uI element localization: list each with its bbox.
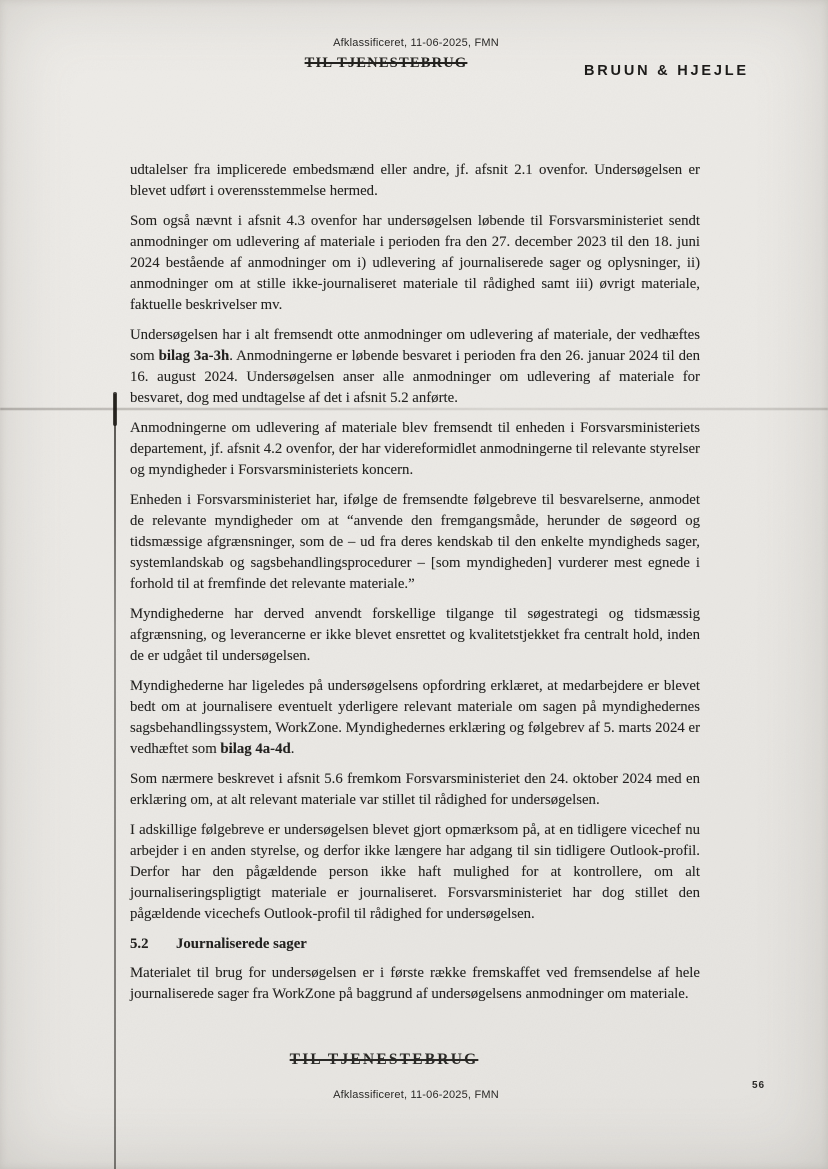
paragraph: Som nærmere beskrevet i afsnit 5.6 fremkom Forsvarsministeriet den 24. oktober 2024 med en erklæring om, at alt relevant materiale var stillet til rådighed for undersøgelsen. xyxy=(130,771,700,808)
section-number: 5.2 xyxy=(130,936,149,952)
section-title: Journaliserede sager xyxy=(176,936,307,952)
paragraph: Undersøgelsen har i alt fremsendt otte anmodninger om udlevering af materiale, der vedhæftes som bilag 3a-3h. Anmodningerne er løbende besvaret i perioden fra den 26. januar 2024 til den 16. august 2024. Undersøgelsen anser alle anmodninger om udlevering af materiale for besvaret, dog med undtagelse af det i afsnit 5.2 anførte. xyxy=(130,327,700,406)
paragraph: Myndighederne har derved anvendt forskellige tilgange til søgestrategi og tidsmæssig afgrænsning, og leverancerne er ikke blevet ensrettet og kvalitetstjekket fra centralt hold, inden de er udgået til undersøgelsen. xyxy=(130,606,700,664)
paragraph: Enheden i Forsvarsministeriet har, ifølge de fremsendte følgebreve til besvarelserne, anmodet de relevante myndigheder om at “anvende den fremgangsmåde, herunder de søgeord og tidsmæssige afgrænsninger, som de – ud fra deres kendskab til den enkelte myndigheds sager, systemlandskab og sagsbehandlingsprocedurer – [som myndigheden] vurderer mest egnede i forhold til at fremfinde det relevante materiale.” xyxy=(130,492,700,592)
classification-marking-bottom: TIL TJENESTEBRUG xyxy=(289,1051,479,1068)
declassification-note-bottom: Afklassificeret, 11-06-2025, FMN xyxy=(333,1089,499,1101)
classification-marking-top: TIL TJENESTEBRUG xyxy=(304,55,468,71)
declassification-note-top: Afklassificeret, 11-06-2025, FMN xyxy=(333,37,499,49)
scan-artifact-ink-blob xyxy=(113,392,117,426)
section-heading xyxy=(130,934,700,955)
scan-artifact-vertical-line xyxy=(114,394,116,1169)
document-body xyxy=(130,160,700,1014)
paragraph: Materialet til brug for undersøgelsen er i første række fremskaffet ved fremsendelse af hele journaliserede sager fra WorkZone på baggrund af undersøgelsens anmodninger om materiale. xyxy=(130,965,700,1002)
paragraph: I adskillige følgebreve er undersøgelsen blevet gjort opmærksom på, at en tidligere vicechef nu arbejder i en anden styrelse, og derfor ikke længere har adgang til sin tidligere Outlook-profil. Derfor har den pågældende person ikke haft mulighed for at kontrollere, om alt journaliseringspligtigt materiale er journaliseret. Forsvarsministeriet har dog stillet den pågældende vicechefs Outlook-profil til rådighed for undersøgelsen. xyxy=(130,822,700,922)
paragraph: udtalelser fra implicerede embedsmænd eller andre, jf. afsnit 2.1 ovenfor. Undersøgelsen er blevet udført i overensstemmelse hermed. xyxy=(130,162,700,199)
paragraph: Som også nævnt i afsnit 4.3 ovenfor har undersøgelsen løbende til Forsvarsministeriet sendt anmodninger om udlevering af materiale i perioden fra den 27. december 2023 til den 18. juni 2024 bestående af anmodninger om i) udlevering af journaliserede sager og oplysninger, ii) anmodninger om at stille ikke-journaliseret materiale til rådighed samt iii) øvrigt materiale, faktuelle beskrivelser mv. xyxy=(130,213,700,313)
paragraph: Myndighederne har ligeledes på undersøgelsens opfordring erklæret, at medarbejdere er blevet bedt om at journalisere eventuelt yderligere relevant materiale om sagen på myndighedernes sagsbehandlingssystem, WorkZone. Myndighedernes erklæring og følgebrev af 5. marts 2024 er vedhæftet som bilag 4a-4d. xyxy=(130,678,700,757)
bruun-hjejle-logo: BRUUN & HJEJLE xyxy=(584,63,749,79)
paragraph: Anmodningerne om udlevering af materiale blev fremsendt til enheden i Forsvarsministeriets departement, jf. afsnit 4.2 ovenfor, der har videreformidlet anmodningerne til relevante styrelser og myndigheder i Forsvarsministeriets koncern. xyxy=(130,420,700,478)
page-number: 56 xyxy=(752,1080,766,1091)
